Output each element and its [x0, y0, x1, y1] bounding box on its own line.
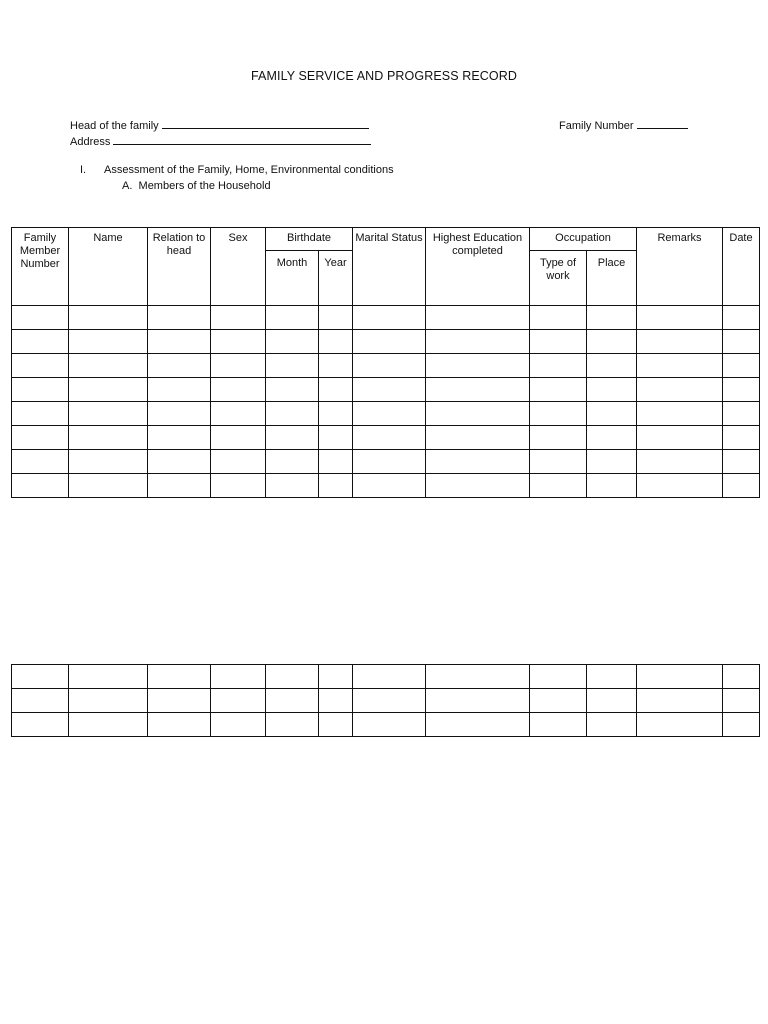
- table-cell[interactable]: [148, 450, 211, 474]
- table-cell[interactable]: [211, 330, 266, 354]
- table-cell[interactable]: [426, 689, 530, 713]
- table-cell[interactable]: [148, 378, 211, 402]
- table-cell[interactable]: [319, 450, 353, 474]
- table-cell[interactable]: [637, 450, 723, 474]
- table-cell[interactable]: [319, 330, 353, 354]
- family-number-line[interactable]: [637, 118, 688, 129]
- table-cell[interactable]: [587, 450, 637, 474]
- table-cell[interactable]: [12, 713, 69, 737]
- table-cell[interactable]: [12, 474, 69, 498]
- table-cell[interactable]: [426, 713, 530, 737]
- table-cell[interactable]: [211, 474, 266, 498]
- table-cell[interactable]: [69, 306, 148, 330]
- table-cell[interactable]: [530, 306, 587, 330]
- table-cell[interactable]: [587, 306, 637, 330]
- table-cell[interactable]: [530, 378, 587, 402]
- col-sex: Sex: [211, 228, 266, 306]
- table-row: [12, 402, 760, 426]
- col-date: Date: [723, 228, 760, 306]
- table-cell[interactable]: [353, 354, 426, 378]
- col-relation-to-head: Relation to head: [148, 228, 211, 306]
- table-cell[interactable]: [353, 426, 426, 450]
- table-cell[interactable]: [12, 402, 69, 426]
- table-row: [12, 306, 760, 330]
- table-cell[interactable]: [266, 689, 319, 713]
- head-of-family-field[interactable]: [70, 118, 369, 133]
- table-cell[interactable]: [266, 402, 319, 426]
- table-cell[interactable]: [148, 426, 211, 450]
- table-cell[interactable]: [69, 665, 148, 689]
- table-cell[interactable]: [426, 450, 530, 474]
- table-cell[interactable]: [69, 378, 148, 402]
- col-birth-month: Month: [266, 251, 319, 306]
- table-cell[interactable]: [69, 713, 148, 737]
- table-cell[interactable]: [69, 450, 148, 474]
- table-cell[interactable]: [148, 665, 211, 689]
- table-row: [12, 665, 760, 689]
- head-of-family-line[interactable]: [162, 118, 369, 129]
- table-cell[interactable]: [211, 665, 266, 689]
- col-birthdate: Birthdate: [266, 228, 353, 251]
- table-cell[interactable]: [266, 474, 319, 498]
- table-cell[interactable]: [530, 426, 587, 450]
- table-cell[interactable]: [353, 665, 426, 689]
- table-cell[interactable]: [723, 402, 760, 426]
- head-of-family-label: Head of the family: [70, 120, 159, 132]
- table-cell[interactable]: [148, 402, 211, 426]
- table-cell[interactable]: [148, 330, 211, 354]
- table-cell[interactable]: [266, 330, 319, 354]
- family-number-field[interactable]: [559, 118, 688, 133]
- table-cell[interactable]: [353, 450, 426, 474]
- table-cell[interactable]: [211, 689, 266, 713]
- col-name: Name: [69, 228, 148, 306]
- table-cell[interactable]: [319, 474, 353, 498]
- table-cell[interactable]: [530, 354, 587, 378]
- table-cell[interactable]: [723, 474, 760, 498]
- section-heading: [80, 164, 394, 177]
- address-label: Address: [70, 136, 111, 148]
- table-cell[interactable]: [637, 402, 723, 426]
- table-cell[interactable]: [723, 354, 760, 378]
- table-cell[interactable]: [530, 330, 587, 354]
- subsection-heading: [122, 180, 271, 193]
- table-cell[interactable]: [637, 689, 723, 713]
- section-number: I.: [80, 164, 87, 176]
- table-cell[interactable]: [319, 354, 353, 378]
- address-line[interactable]: [113, 134, 371, 145]
- table-cell[interactable]: [426, 306, 530, 330]
- table-cell[interactable]: [12, 306, 69, 330]
- table-cell[interactable]: [426, 474, 530, 498]
- table-cell[interactable]: [637, 665, 723, 689]
- table-cell[interactable]: [12, 665, 69, 689]
- table-cell[interactable]: [530, 665, 587, 689]
- table-cell[interactable]: [723, 713, 760, 737]
- table-cell[interactable]: [69, 402, 148, 426]
- subsection-title: Members of the Household: [138, 180, 271, 192]
- table-cell[interactable]: [530, 450, 587, 474]
- col-marital-status: Marital Status: [353, 228, 426, 306]
- table-cell[interactable]: [12, 426, 69, 450]
- table-cell[interactable]: [211, 378, 266, 402]
- table-cell[interactable]: [69, 354, 148, 378]
- table-cell[interactable]: [426, 330, 530, 354]
- table-cell[interactable]: [12, 378, 69, 402]
- table-cell[interactable]: [723, 689, 760, 713]
- table-cell[interactable]: [69, 474, 148, 498]
- table-cell[interactable]: [148, 713, 211, 737]
- table-cell[interactable]: [12, 330, 69, 354]
- table-cell[interactable]: [353, 689, 426, 713]
- table-cell[interactable]: [353, 474, 426, 498]
- table-cell[interactable]: [211, 354, 266, 378]
- table-cell[interactable]: [319, 689, 353, 713]
- table-row: [12, 378, 760, 402]
- table-cell[interactable]: [69, 330, 148, 354]
- table-row: [12, 689, 760, 713]
- table-row: [12, 713, 760, 737]
- subsection-letter: A.: [122, 180, 133, 192]
- table-cell[interactable]: [530, 474, 587, 498]
- table-cell[interactable]: [319, 426, 353, 450]
- table-cell[interactable]: [266, 378, 319, 402]
- table-cell[interactable]: [319, 665, 353, 689]
- table-cell[interactable]: [319, 713, 353, 737]
- col-type-of-work: Type of work: [530, 251, 587, 306]
- table-cell[interactable]: [723, 378, 760, 402]
- table-cell[interactable]: [723, 665, 760, 689]
- table-cell[interactable]: [148, 354, 211, 378]
- table-row: [12, 330, 760, 354]
- family-number-label: Family Number: [559, 120, 634, 132]
- table-cell[interactable]: [587, 378, 637, 402]
- table-cell[interactable]: [211, 450, 266, 474]
- table-row: [12, 450, 760, 474]
- table-cell[interactable]: [637, 713, 723, 737]
- table-cell[interactable]: [637, 474, 723, 498]
- table-cell[interactable]: [353, 306, 426, 330]
- col-birth-year: Year: [319, 251, 353, 306]
- table-cell[interactable]: [426, 426, 530, 450]
- table-row: [12, 474, 760, 498]
- table-cell[interactable]: [637, 306, 723, 330]
- table-cell[interactable]: [587, 402, 637, 426]
- table-cell[interactable]: [12, 450, 69, 474]
- table-cell[interactable]: [211, 426, 266, 450]
- table-cell[interactable]: [266, 713, 319, 737]
- table-cell[interactable]: [12, 689, 69, 713]
- table-cell[interactable]: [353, 713, 426, 737]
- page-title: FAMILY SERVICE AND PROGRESS RECORD: [251, 69, 517, 83]
- table-cell[interactable]: [637, 330, 723, 354]
- table-cell[interactable]: [723, 306, 760, 330]
- table-cell[interactable]: [426, 402, 530, 426]
- table-cell[interactable]: [148, 474, 211, 498]
- table-cell[interactable]: [266, 354, 319, 378]
- table-cell[interactable]: [353, 330, 426, 354]
- table-cell[interactable]: [426, 378, 530, 402]
- table-row: [12, 426, 760, 450]
- col-occupation: Occupation: [530, 228, 637, 251]
- table-cell[interactable]: [587, 426, 637, 450]
- table-cell[interactable]: [353, 402, 426, 426]
- table-cell[interactable]: [266, 306, 319, 330]
- household-members-table: [11, 227, 760, 498]
- section-title: Assessment of the Family, Home, Environmental conditions: [104, 164, 394, 176]
- col-family-member-number: Family Member Number: [12, 228, 69, 306]
- table-cell[interactable]: [319, 306, 353, 330]
- table-cell[interactable]: [353, 378, 426, 402]
- address-field[interactable]: [70, 134, 371, 149]
- table-cell[interactable]: [587, 354, 637, 378]
- table-cell[interactable]: [587, 713, 637, 737]
- table-cell[interactable]: [266, 426, 319, 450]
- table-cell[interactable]: [530, 402, 587, 426]
- table-cell[interactable]: [211, 306, 266, 330]
- col-remarks: Remarks: [637, 228, 723, 306]
- table-cell[interactable]: [211, 713, 266, 737]
- table-cell[interactable]: [426, 665, 530, 689]
- table-cell[interactable]: [530, 713, 587, 737]
- table-cell[interactable]: [637, 426, 723, 450]
- table-cell[interactable]: [266, 665, 319, 689]
- household-members-continuation-table: [11, 664, 760, 737]
- col-place: Place: [587, 251, 637, 306]
- table-cell[interactable]: [426, 354, 530, 378]
- table-cell[interactable]: [587, 474, 637, 498]
- table-cell[interactable]: [723, 426, 760, 450]
- table-cell[interactable]: [148, 306, 211, 330]
- table-cell[interactable]: [69, 426, 148, 450]
- table-cell[interactable]: [587, 330, 637, 354]
- table-cell[interactable]: [723, 330, 760, 354]
- table-cell[interactable]: [587, 665, 637, 689]
- table-cell[interactable]: [319, 378, 353, 402]
- table-cell[interactable]: [319, 402, 353, 426]
- col-highest-education: Highest Education completed: [426, 228, 530, 306]
- table-row: [12, 354, 760, 378]
- table-cell[interactable]: [530, 689, 587, 713]
- table-cell[interactable]: [637, 378, 723, 402]
- table-cell[interactable]: [148, 689, 211, 713]
- table-cell[interactable]: [69, 689, 148, 713]
- table-cell[interactable]: [211, 402, 266, 426]
- table-cell[interactable]: [266, 450, 319, 474]
- table-cell[interactable]: [587, 689, 637, 713]
- table-cell[interactable]: [637, 354, 723, 378]
- table-cell[interactable]: [12, 354, 69, 378]
- table-cell[interactable]: [723, 450, 760, 474]
